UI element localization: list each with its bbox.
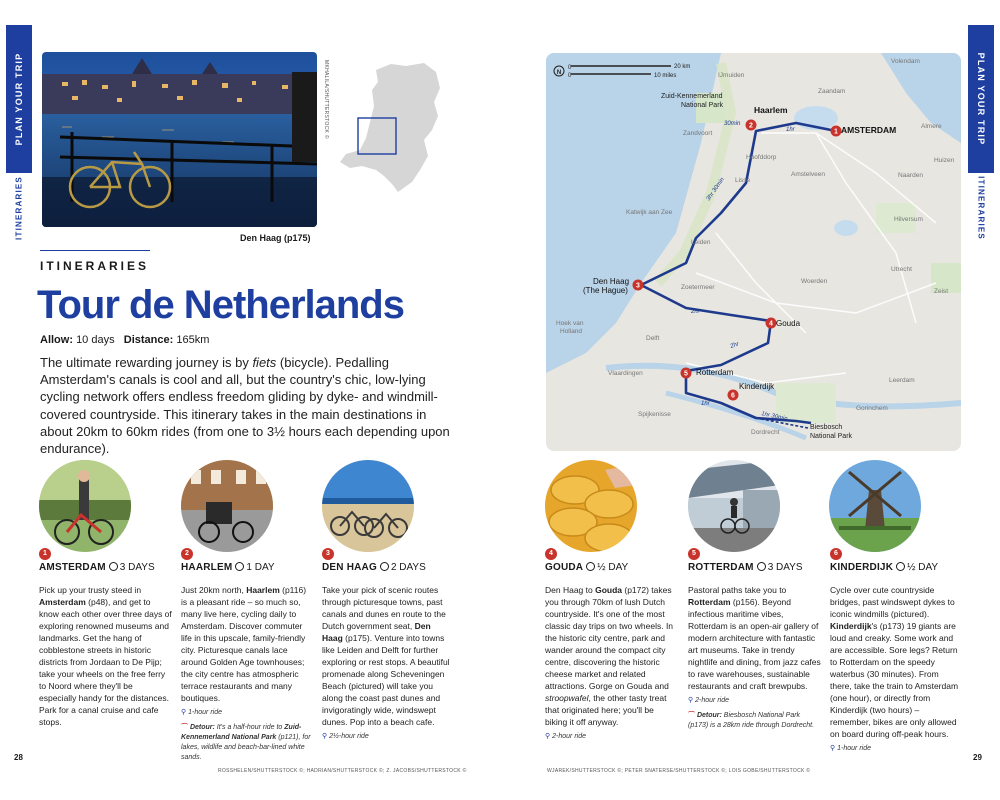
svg-text:1hr: 1hr	[701, 401, 710, 407]
svg-text:Amstelveen: Amstelveen	[791, 171, 825, 178]
svg-text:1hr 30min: 1hr 30min	[760, 411, 788, 423]
page-title: Tour de Netherlands	[37, 283, 404, 327]
stop-number-3: 3	[322, 548, 334, 560]
svg-text:Den Haag: Den Haag	[593, 277, 630, 286]
stop-number-5: 5	[688, 548, 700, 560]
svg-text:4: 4	[769, 320, 773, 328]
svg-text:Holland: Holland	[560, 328, 583, 335]
svg-text:Leiden: Leiden	[691, 239, 711, 246]
stop-body-amsterdam: Pick up your trusty steed in Amsterdam (p48), and get to know each other over three days of exploring renowned museums and landmarks. Get the hang of cobblestone streets in historic districts from Jordaan to De Pijp; take your wheels on the free ferry to Noord where they'll be especially handy for the distances. Park for a canal cruise and cafe stops.	[39, 585, 172, 727]
hero-photo-caption: Den Haag (p175)	[240, 233, 311, 243]
svg-text:Dordrecht: Dordrecht	[751, 429, 780, 436]
section-tab-plan-label-right: PLAN YOUR TRIP	[976, 52, 986, 146]
route-map	[546, 53, 961, 451]
kicker-rule	[40, 250, 150, 251]
stop-heading-rotterdam: ROTTERDAM 3 DAYS	[688, 562, 803, 573]
ride-time: ⚲ 1-hour ride	[181, 709, 222, 716]
stop-photo-amsterdam	[39, 460, 131, 552]
svg-text:Delft: Delft	[646, 335, 660, 342]
hero-photo-art	[42, 52, 317, 227]
detour-icon: ⌒	[181, 724, 190, 731]
svg-text:Zuid-Kennemerland: Zuid-Kennemerland	[661, 93, 723, 100]
svg-text:Woerden: Woerden	[801, 278, 828, 285]
hero-photo-credit: MKHALILA/SHUTTERSTOCK ©	[323, 60, 329, 139]
stop-body-haarlem: Just 20km north, Haarlem (p116) is a pleasant ride – so much so, many live here, cycling daily to Amsterdam. Discover commuter life in this upscale, family-friendly city. Picturesque canals lace around Golden Age townhouses; the city centre has atmospheric terrace restaurants and many boutiques. ⚲ 1-hour ride ⌒ Detour: It's a half-hour ride to Zuid-Kennemerland National Park (p121), for lakes, wildlife and beach-bar-lined white sands.	[181, 585, 311, 761]
stop-photo-den-haag	[322, 460, 414, 552]
svg-text:Zandvoort: Zandvoort	[683, 130, 713, 137]
bicycle-icon: ⚲	[181, 709, 187, 716]
svg-text:Utrecht: Utrecht	[891, 266, 912, 273]
svg-text:National Park: National Park	[810, 433, 853, 440]
svg-text:3: 3	[636, 282, 640, 290]
bicycle-icon: ⚲	[830, 745, 836, 752]
clock-icon	[235, 562, 244, 571]
stop-photo-rotterdam	[688, 460, 780, 552]
svg-text:Haarlem: Haarlem	[754, 105, 788, 115]
photo-credits-left: ROSSHELEN/SHUTTERSTOCK ©; HADRIAN/SHUTTERSTOCK ©; Z. JACOBS/SHUTTERSTOCK ©	[218, 768, 467, 774]
svg-text:IJmuiden: IJmuiden	[718, 72, 745, 79]
svg-text:5: 5	[684, 370, 688, 378]
svg-text:Zaandam: Zaandam	[818, 88, 846, 95]
page-number-right: 29	[973, 753, 982, 762]
bicycle-icon: ⚲	[688, 697, 694, 704]
svg-text:Kinderdijk: Kinderdijk	[739, 382, 775, 391]
ride-time: ⚲ 2½-hour ride	[322, 733, 369, 740]
section-tab-plan-label: PLAN YOUR TRIP	[14, 52, 24, 146]
section-tab-itineraries-label-right: ITINERARIES	[976, 176, 986, 240]
section-tab-itineraries-label: ITINERARIES	[14, 176, 24, 240]
svg-text:20 km: 20 km	[674, 64, 691, 70]
route-map-svg	[546, 53, 961, 451]
svg-text:10 miles: 10 miles	[654, 73, 677, 79]
svg-text:Zeist: Zeist	[934, 288, 949, 295]
stop-body-den-haag: Take your pick of scenic routes through picturesque towns, past canals and dunes en route to the Dutch government seat, Den Haag (p175). Venture into towns like Leiden and Delft for further exploring or rest stops. A beautiful promenade along Scheveningen Beach (pictured) will take you along the coast past dunes and invigoratingly wide, windswept dunes. Pop into a beach cafe. ⚲ 2½-hour ride	[322, 584, 452, 743]
svg-text:Volendam: Volendam	[891, 58, 920, 65]
stop-heading-amsterdam: AMSTERDAM 3 DAYS	[39, 562, 155, 573]
stop-heading-haarlem: HAARLEM 1 DAY	[181, 562, 275, 573]
svg-text:N: N	[556, 70, 562, 76]
photo-credits-right: WJAREK/SHUTTERSTOCK ©; PETER SNATERSE/SHUTTERSTOCK ©; LOIS GOBE/SHUTTERSTOCK ©	[547, 768, 811, 774]
ride-time: ⚲ 2-hour ride	[688, 697, 729, 704]
svg-text:Hoofddorp: Hoofddorp	[746, 154, 777, 161]
svg-text:Zoetermeer: Zoetermeer	[681, 284, 715, 291]
detour-note: ⌒ Detour: It's a half-hour ride to Zuid-Kennemerland National Park (p121), for lakes, wildlife and beach-bar-lined white sands.	[181, 724, 311, 761]
svg-text:2: 2	[749, 122, 753, 130]
svg-text:Hoek van: Hoek van	[556, 320, 584, 327]
stop-number-1: 1	[39, 548, 51, 560]
trip-meta	[40, 334, 209, 346]
svg-text:6: 6	[731, 392, 735, 400]
ride-time: ⚲ 1-hour ride	[830, 745, 871, 752]
hero-photo-den-haag	[42, 52, 317, 227]
svg-text:0: 0	[568, 73, 572, 79]
svg-text:3hr 30min: 3hr 30min	[705, 176, 726, 203]
svg-text:(The Hague): (The Hague)	[583, 286, 628, 295]
section-tab-right	[968, 25, 994, 240]
stop-photo-haarlem	[181, 460, 273, 552]
stop-number-2: 2	[181, 548, 193, 560]
svg-text:Gouda: Gouda	[776, 319, 801, 328]
svg-text:Almere: Almere	[921, 123, 942, 130]
distance-value: 165km	[176, 334, 210, 346]
stop-body-gouda: Den Haag to Gouda (p172) takes you through 70km of lush Dutch countryside. It's one of the most classic day trips on two wheels. In the historic city centre, park and wander around the compact city centre, discovering the historic cheese market and related attractions. Gorge on Gouda and stroopwafel, the other tasty treat that originated here; you'll be biking it off anyway. ⚲ 2-hour ride	[545, 584, 678, 743]
clock-icon	[757, 562, 766, 571]
svg-text:Naarden: Naarden	[898, 172, 923, 179]
allow-label: Allow:	[40, 334, 73, 346]
netherlands-outline	[336, 60, 446, 195]
svg-text:2hr: 2hr	[729, 341, 740, 350]
svg-text:National Park: National Park	[681, 102, 724, 109]
svg-text:Hilversum: Hilversum	[894, 216, 923, 223]
svg-text:Leerdam: Leerdam	[889, 377, 915, 384]
stop-photo-gouda	[545, 460, 637, 552]
svg-text:2hr: 2hr	[691, 309, 700, 315]
intro-paragraph: The ultimate rewarding journey is by fiets (bicycle). Pedalling Amsterdam's canals is cool and all, but the country's chic, low-lying cycling network offers endless freedom gliding by dyke- and windmill-covered countryside. This itinerary takes in the main destinations in about 20km to 60km rides (from one to 3½ hours each depending upon endurance).	[40, 355, 450, 457]
section-kicker: ITINERARIES	[40, 259, 150, 273]
svg-text:Vlaardingen: Vlaardingen	[608, 370, 643, 377]
svg-text:30min: 30min	[724, 121, 741, 127]
stop-body-kinderdijk: Cycle over cute countryside bridges, past windswept dykes to iconic windmills (pictured). Kinderdijk's (p173) 19 giants are loud and creaky. Some work and are accessible. Sore legs? Return to Rotterdam on the speedy waterbus (30 minutes). From there, take the train to Amsterdam (one hour), or directly from Kinderdijk (two hours) – remember, bikes are only allowed on board during off-peak hours. ⚲ 1-hour ride	[830, 584, 962, 755]
svg-text:Biesbosch: Biesbosch	[810, 424, 843, 431]
svg-text:Lisse: Lisse	[735, 177, 751, 184]
detour-icon: ⌒	[688, 712, 697, 719]
clock-icon	[380, 562, 389, 571]
ride-time: ⚲ 2-hour ride	[545, 733, 586, 740]
clock-icon	[586, 562, 595, 571]
clock-icon	[896, 562, 905, 571]
clock-icon	[109, 562, 118, 571]
stop-number-4: 4	[545, 548, 557, 560]
svg-text:1hr: 1hr	[786, 127, 795, 133]
svg-text:Gorinchem: Gorinchem	[856, 405, 888, 412]
svg-text:Spijkenisse: Spijkenisse	[638, 411, 671, 418]
stop-photo-kinderdijk	[829, 460, 921, 552]
distance-label: Distance:	[123, 334, 174, 346]
bicycle-icon: ⚲	[545, 733, 551, 740]
locator-map	[336, 60, 446, 200]
detour-note: ⌒ Detour: Biesbosch National Park (p173) is a 28km ride through Dordrecht.	[688, 712, 815, 729]
allow-value: 10 days	[76, 334, 115, 346]
svg-text:1: 1	[834, 128, 838, 136]
section-tab-left	[6, 25, 32, 240]
stop-heading-den-haag: DEN HAAG 2 DAYS	[322, 562, 426, 573]
svg-text:AMSTERDAM: AMSTERDAM	[841, 125, 897, 135]
stop-heading-gouda: GOUDA ½ DAY	[545, 562, 629, 573]
stop-number-6: 6	[830, 548, 842, 560]
svg-text:0: 0	[568, 65, 572, 71]
stop-body-rotterdam: Pastoral paths take you to Rotterdam (p156). Beyond infectious maritime vibes, Rotterdam is an open-air gallery of modern architecture with fantastic art museums. Take in trendy nightlife and dining, from jazz cafes to rave warehouses, sustainable restaurants and craft brewpubs. ⚲ 2-hour ride ⌒ Detour: Biesbosch National Park (p173) is a 28km ride through Dordrecht.	[688, 585, 821, 729]
svg-text:Rotterdam: Rotterdam	[696, 368, 734, 377]
stop-heading-kinderdijk: KINDERDIJK ½ DAY	[830, 562, 939, 573]
svg-text:Katwijk aan Zee: Katwijk aan Zee	[626, 209, 673, 216]
page-number-left: 28	[14, 753, 23, 762]
svg-text:Huizen: Huizen	[934, 157, 955, 164]
bicycle-icon: ⚲	[322, 733, 328, 740]
